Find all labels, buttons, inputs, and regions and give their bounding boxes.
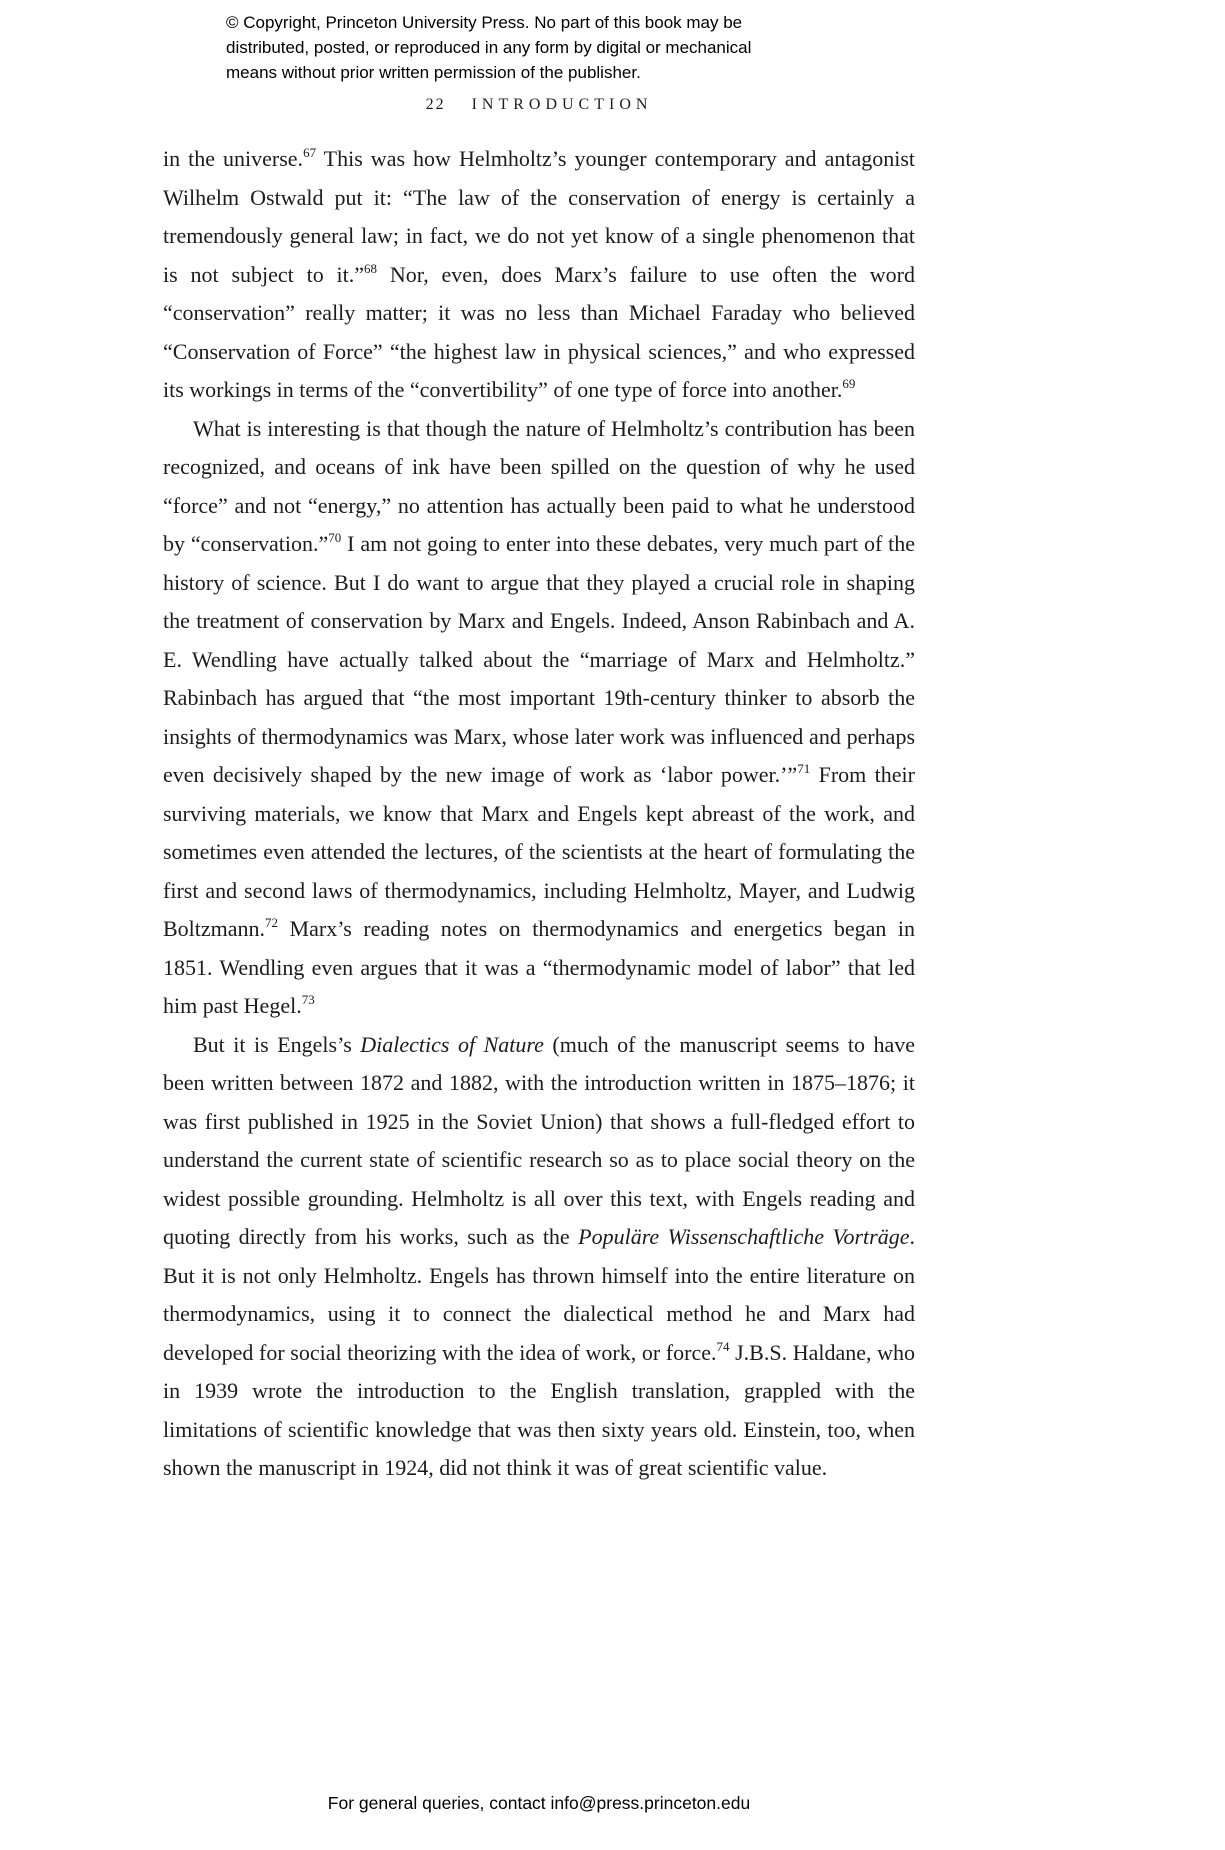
text-run: . But it is not only Helmholtz. Engels has thrown himself into the entire literature on thermodynamics, using it to connect the dialectical method he and Marx had developed for social theorizing with the idea of work, or force. bbox=[163, 1224, 915, 1365]
text-run: From their surviving materials, we know that Marx and Engels kept abreast of the work, and sometimes even attended the lectures, of the scientists at the heart of formulating the first and second laws of thermodynamics, including Helmholtz, Mayer, and Ludwig Boltzmann. bbox=[163, 762, 915, 941]
footer-contact: For general queries, contact info@press.princeton.edu bbox=[327, 1793, 751, 1813]
copyright-line: © Copyright, Princeton University Press. No part of this book may be bbox=[226, 13, 743, 32]
page-number: 22 bbox=[425, 96, 446, 113]
chapter-title: INTRODUCTION bbox=[471, 96, 653, 113]
footnote-ref: 68 bbox=[364, 260, 378, 276]
text-run: J.B.S. Haldane, who in 1939 wrote the introduction to the English translation, grappled with the limitations of scientific knowledge that was then sixty years old. Einstein, too, when shown the manuscript in 1924, did not think it was of great scientific value. bbox=[163, 1339, 916, 1480]
copyright-notice bbox=[226, 10, 866, 85]
footnote-ref: 71 bbox=[797, 761, 811, 776]
italic-title: Populäre Wissenschaftliche Vorträge bbox=[578, 1224, 910, 1249]
copyright-line: distributed, posted, or reproduced in any form by digital or mechanical bbox=[226, 38, 752, 57]
footnote-ref: 70 bbox=[328, 530, 342, 545]
body-text bbox=[163, 140, 915, 1488]
italic-title: Dialectics of Nature bbox=[360, 1031, 544, 1057]
paragraph bbox=[163, 1026, 915, 1488]
paragraph bbox=[163, 410, 915, 1026]
footnote-ref: 72 bbox=[265, 915, 279, 930]
footnote-ref: 73 bbox=[301, 992, 315, 1007]
text-run: I am not going to enter into these debates, very much part of the history of science. But I do want to argue that they played a crucial role in shaping the treatment of conservation by Marx and Engels. Indeed, Anson Rabinbach and A. E. Wendling have actually talked about the “marriage of Marx and Helmholtz.” Rabinbach has argued that “the most important 19th-century thinker to absorb the insights of thermodynamics was Marx, whose later work was influenced and perhaps even decisively shaped by the new image of work as ‘labor power.’” bbox=[163, 531, 916, 787]
footnote-ref: 67 bbox=[303, 145, 317, 160]
running-head bbox=[163, 96, 915, 114]
text-run: in the universe. bbox=[163, 146, 304, 171]
paragraph bbox=[163, 140, 915, 410]
footnote-ref: 69 bbox=[842, 376, 856, 391]
text-run: (much of the manuscript seems to have been written between 1872 and 1882, with the introduction written in 1875–1876; it was first published in 1925 in the Soviet Union) that shows a full-fledged effort to understand the current state of scientific research so as to place social theory on the widest possible grounding. Helmholtz is all over this text, with Engels reading and quoting directly from his works, such as the bbox=[163, 1031, 915, 1249]
text-run: But it is Engels’s bbox=[193, 1031, 361, 1057]
text-run: Nor, even, does Marx’s failure to use often the word “conservation” really matter; it was no less than Michael Faraday who believed “Conservation of Force” “the highest law in physical sciences,” and who expressed its workings in terms of the “convertibility” of one type of force into another. bbox=[163, 261, 915, 402]
footnote-ref: 74 bbox=[716, 1338, 730, 1354]
text-run: This was how Helmholtz’s younger contemporary and antagonist Wilhelm Ostwald put it: “The law of the conservation of energy is certainly a tremendously general law; in fact, we do not yet know of a single phenomenon that is not subject to it.” bbox=[163, 146, 915, 287]
text-run: What is interesting is that though the nature of Helmholtz’s contribution has been recognized, and oceans of ink have been spilled on the question of why he used “force” and not “energy,” no attention has actually been paid to what he understood by “conservation.” bbox=[163, 415, 915, 556]
text-run: Marx’s reading notes on thermodynamics and energetics began in 1851. Wendling even argues that it was a “thermodynamic model of labor” that led him past Hegel. bbox=[163, 916, 915, 1018]
copyright-line: means without prior written permission of the publisher. bbox=[226, 63, 641, 82]
